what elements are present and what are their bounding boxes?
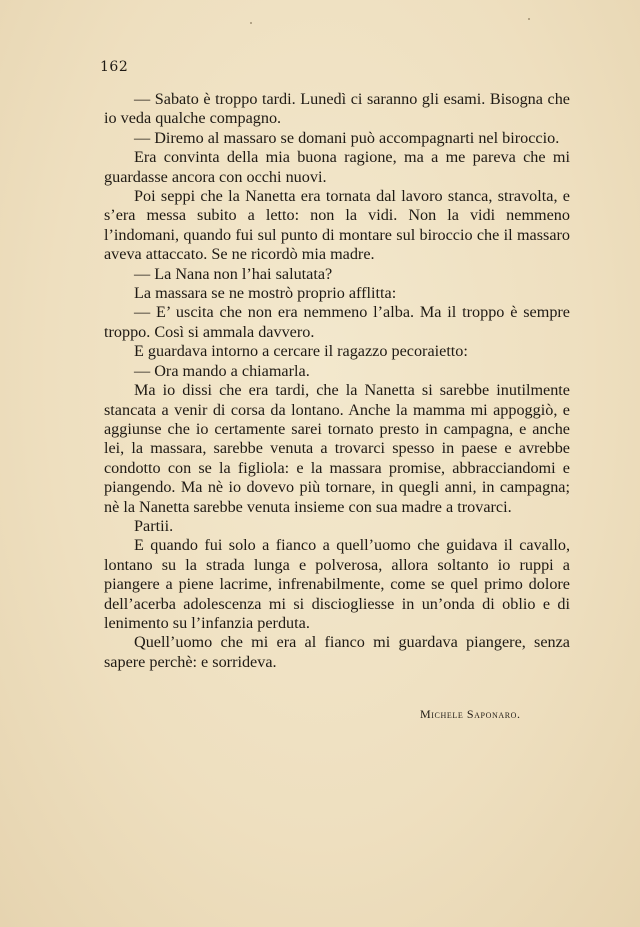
paragraph: Poi seppi che la Nanetta era tornata dal lavoro stanca, stravolta, e s’era messa subito a letto: non la vidi. Non la vidi nemmeno l’indomani, quando fui sul punto di montare sul biroccio che il massaro aveva attaccato. Se ne ricordò mia madre.	[104, 187, 570, 264]
paragraph: — Ora mando a chiamarla.	[134, 361, 310, 380]
body-text	[104, 90, 570, 672]
paragraph: — Sabato è troppo tardi. Lunedì ci saranno gli esami. Bisogna che io veda qualche compagno.	[104, 90, 570, 128]
author-signature: Michele Saponaro.	[420, 707, 521, 721]
paragraph: La massara se ne mostrò proprio afflitta:	[134, 284, 397, 303]
page-number: 162	[100, 59, 129, 75]
paragraph: Partii.	[134, 516, 174, 535]
paragraph: Era convinta della mia buona ragione, ma a me pareva che mi guardasse ancora con occhi nuovi.	[104, 148, 570, 186]
paragraph: E guardava intorno a cercare il ragazzo pecoraietto:	[134, 342, 468, 361]
paragraph: — Diremo al massaro se domani può accompagnarti nel biroccio.	[134, 128, 560, 147]
paper-speck	[250, 22, 252, 24]
paragraph: Quell’uomo che mi era al fianco mi guardava piangere, senza sapere perchè: e sorrideva.	[104, 633, 570, 671]
paragraph: E quando fui solo a fianco a quell’uomo che guidava il cavallo, lontano su la strada lunga e polverosa, allora soltanto io ruppi a piangere a piene lacrime, infrenabilmente, come se quel primo dolore dell’acerba adolescenza mi si disciogliesse in un’onda di oblio e di lenimento su l’infanzia perduta.	[104, 536, 570, 632]
paragraph: — E’ uscita che non era nemmeno l’alba. Ma il troppo è sempre troppo. Così si ammala davvero.	[104, 303, 570, 341]
paper-speck	[528, 18, 530, 20]
paragraph: — La Nana non l’hai salutata?	[134, 264, 333, 283]
paragraph: Ma io dissi che era tardi, che la Nanetta si sarebbe inutilmente stancata a venir di corsa da lontano. Anche la mamma mi appoggiò, e aggiunse che io certamente sarei tornato presto in campagna, e anche lei, la massara, sarebbe venuta a trovarci spesso in paese e avrebbe condotto con se la figliola: e la massara promise, abbracciandomi e piangendo. Ma nè io dovevo più tornare, in quegli anni, in campagna; nè la Nanetta sarebbe venuta insieme con sua madre a trovarci.	[104, 381, 570, 516]
